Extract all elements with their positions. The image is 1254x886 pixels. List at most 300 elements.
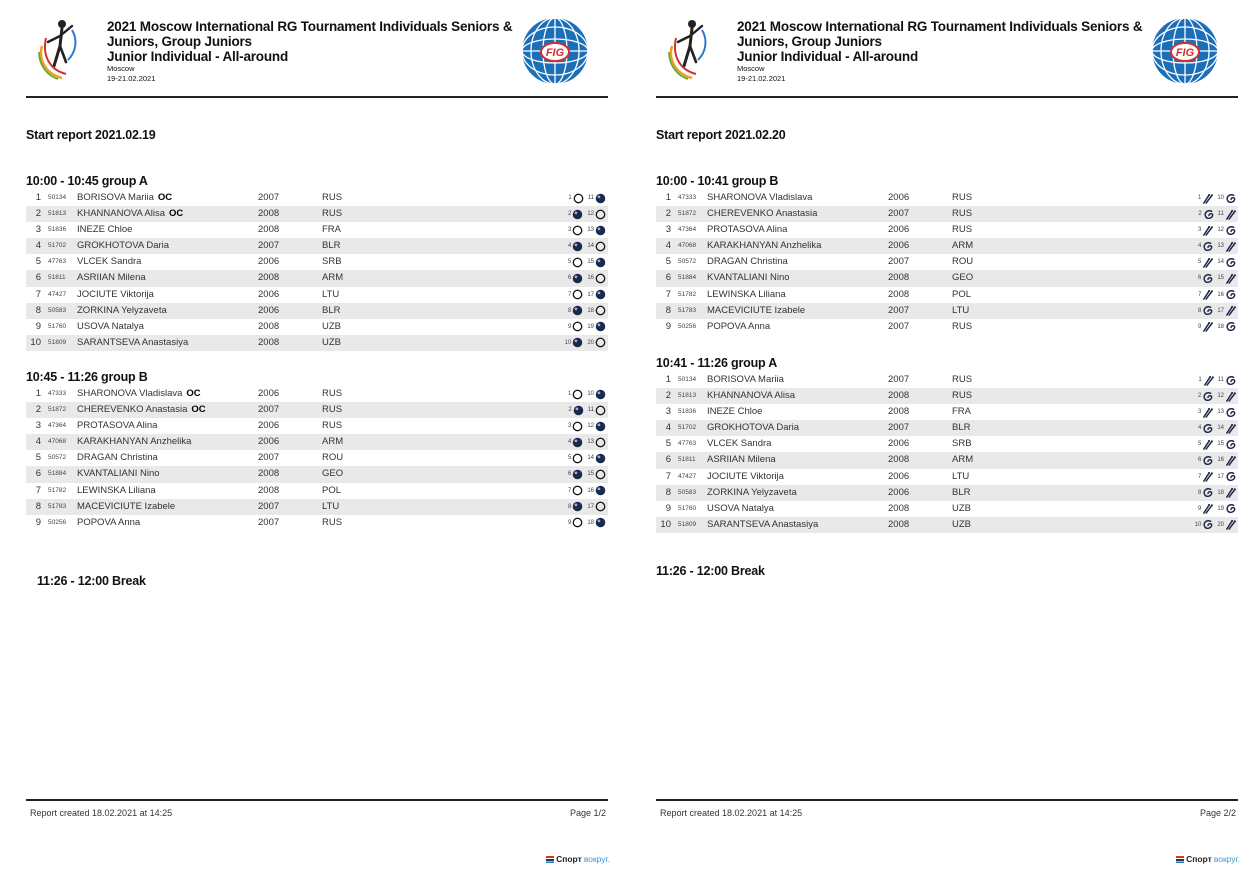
- athlete-id: 51872: [678, 210, 697, 218]
- table-row: [656, 469, 1238, 485]
- start-order: 2: [665, 390, 671, 402]
- ball-icon: [572, 437, 583, 448]
- start-order: 3: [35, 224, 41, 236]
- athlete-name-cell: [77, 190, 172, 206]
- athlete-name-cell: [77, 303, 167, 319]
- birth-year: 2008: [888, 518, 910, 530]
- athlete-name-cell: [707, 404, 762, 420]
- ribbon-icon: [1202, 273, 1213, 284]
- apparatus-order-1: 1: [1197, 195, 1202, 201]
- birth-year: 2006: [888, 192, 910, 203]
- apparatus-order: [568, 466, 606, 482]
- apparatus-order-2: 14: [587, 455, 594, 462]
- hoop-icon: [572, 289, 583, 300]
- apparatus-order: [1198, 270, 1236, 286]
- birth-year: 2006: [888, 470, 910, 482]
- nation-code: FRA: [952, 406, 971, 418]
- birth-year: 2008: [258, 320, 280, 332]
- athlete-id: 51783: [48, 502, 67, 510]
- athlete-name: VLCEK Sandra: [707, 438, 772, 450]
- table-row: [26, 238, 608, 254]
- table-row: [26, 466, 608, 482]
- header-dates: 19-21.02.2021: [737, 74, 786, 83]
- athlete-name-cell: [77, 386, 201, 402]
- nation-code: RUS: [952, 224, 973, 236]
- hoop-icon: [572, 485, 583, 496]
- apparatus-order-1: 10: [564, 339, 572, 346]
- apparatus-order-2: 18: [1217, 489, 1224, 496]
- clubs-icon: [1225, 209, 1236, 220]
- athlete-name: ZORKINA Yelyzaveta: [77, 304, 167, 316]
- hoop-icon: [595, 241, 606, 252]
- hoop-icon: [595, 405, 606, 416]
- athlete-name-cell: [707, 206, 817, 222]
- nation-code: ARM: [952, 240, 974, 252]
- nation-code: RUS: [952, 208, 973, 220]
- oc-badge: OC: [191, 404, 206, 416]
- apparatus-order: [568, 434, 606, 450]
- start-order: 2: [35, 208, 41, 220]
- birth-year: 2008: [258, 224, 280, 236]
- apparatus-order-2: 13: [587, 227, 594, 234]
- athlete-id: 51836: [48, 226, 67, 234]
- athlete-id: 51811: [678, 456, 696, 464]
- athlete-name: SARANTSEVA Anastasiya: [707, 518, 819, 530]
- break-label: 11:26 - 12:00 Break: [37, 574, 146, 588]
- birth-year: 2007: [258, 240, 280, 252]
- table-row: [26, 402, 608, 418]
- hoop-icon: [595, 209, 606, 220]
- apparatus-order-2: 12: [1217, 227, 1224, 234]
- ball-icon: [572, 501, 583, 512]
- athlete-name: JOCIUTE Viktorija: [77, 288, 154, 300]
- apparatus-order-2: 17: [587, 291, 594, 298]
- hoop-icon: [572, 225, 583, 236]
- table-row: [26, 319, 608, 335]
- nation-code: RUS: [322, 192, 343, 203]
- ribbon-icon: [1225, 439, 1236, 450]
- apparatus-order-2: 20: [1217, 521, 1224, 528]
- athlete-id: 51884: [678, 274, 697, 282]
- apparatus-order-1: 7: [567, 487, 572, 494]
- apparatus-order-2: 13: [1217, 409, 1224, 416]
- table-row: [656, 206, 1238, 222]
- athlete-name-cell: [707, 270, 790, 286]
- clubs-icon: [1202, 439, 1213, 450]
- birth-year: 2007: [888, 304, 910, 316]
- apparatus-order-2: 10: [1217, 195, 1224, 201]
- start-group-section: [656, 173, 1238, 335]
- ball-icon: [595, 453, 606, 464]
- apparatus-order: [568, 515, 606, 531]
- apparatus-order-1: 8: [567, 503, 572, 510]
- apparatus-order: [568, 254, 606, 270]
- athlete-name: JOCIUTE Viktorija: [707, 470, 784, 482]
- athlete-id: 50134: [678, 376, 697, 383]
- start-report-title: Start report 2021.02.20: [656, 128, 786, 142]
- apparatus-order-1: 7: [1197, 291, 1202, 298]
- hoop-icon: [595, 305, 606, 316]
- table-row: [656, 501, 1238, 517]
- ball-icon: [572, 273, 583, 284]
- athlete-id: 47427: [678, 472, 697, 480]
- table-row: [656, 238, 1238, 254]
- header-title-line: Juniors, Group Juniors: [107, 34, 252, 49]
- apparatus-order: [1198, 404, 1236, 420]
- break-label: 11:26 - 12:00 Break: [656, 564, 765, 578]
- athlete-name-cell: [707, 388, 795, 404]
- table-row: [656, 372, 1238, 388]
- header-city: Moscow: [107, 64, 135, 73]
- apparatus-order-1: 7: [567, 291, 572, 298]
- athlete-id: 47427: [48, 290, 67, 298]
- hoop-icon: [595, 469, 606, 480]
- apparatus-order-2: 14: [1217, 425, 1224, 432]
- athlete-name: KARAKHANYAN Anzhelika: [77, 436, 192, 448]
- athlete-name: ASRIIAN Milena: [77, 272, 146, 284]
- brand-text-2: вокруг.: [583, 854, 610, 864]
- athlete-name-cell: [77, 450, 158, 466]
- athlete-name: KARAKHANYAN Anzhelika: [707, 240, 822, 252]
- table-row: [26, 190, 608, 206]
- birth-year: 2006: [258, 420, 280, 432]
- athlete-id: 51836: [678, 408, 697, 416]
- ribbon-icon: [1225, 503, 1236, 514]
- ribbon-icon: [1202, 305, 1213, 316]
- apparatus-order-1: 3: [567, 227, 572, 234]
- birth-year: 2008: [888, 454, 910, 466]
- apparatus-order: [1198, 238, 1236, 254]
- athlete-id: 51809: [48, 338, 67, 346]
- start-order: 7: [665, 288, 671, 300]
- ribbon-icon: [1225, 193, 1236, 204]
- athlete-name-cell: [707, 485, 797, 501]
- apparatus-order: [568, 418, 606, 434]
- athlete-name-cell: [77, 466, 160, 482]
- ribbon-icon: [1225, 321, 1236, 332]
- apparatus-order-1: 7: [1197, 473, 1202, 480]
- apparatus-order-1: 6: [567, 471, 572, 478]
- group-title: 10:45 - 11:26 group B: [26, 370, 148, 384]
- apparatus-order-2: 10: [587, 391, 594, 397]
- athlete-name: MACEVICIUTE Izabele: [707, 304, 806, 316]
- apparatus-order: [1198, 469, 1236, 485]
- header-title-line: 2021 Moscow International RG Tournament Individuals Seniors &: [107, 19, 513, 34]
- start-order: 9: [35, 516, 41, 528]
- nation-code: LTU: [952, 470, 970, 482]
- ball-icon: [595, 389, 606, 400]
- start-group-section: [26, 369, 608, 531]
- apparatus-order: [1195, 517, 1236, 533]
- nation-code: GEO: [322, 468, 344, 480]
- birth-year: 2008: [258, 272, 280, 284]
- header-dates: 19-21.02.2021: [107, 74, 156, 83]
- athlete-name-cell: [77, 319, 144, 335]
- ball-icon: [573, 405, 584, 416]
- athlete-id: 51813: [48, 210, 67, 218]
- apparatus-order-2: 14: [587, 243, 594, 250]
- clubs-icon: [1225, 273, 1236, 284]
- apparatus-order-1: 4: [567, 243, 572, 250]
- table-row: [26, 303, 608, 319]
- ribbon-icon: [1202, 519, 1213, 530]
- start-order: 6: [665, 272, 671, 284]
- athlete-name: KHANNANOVA Alisa: [707, 390, 795, 402]
- apparatus-order-2: 16: [1217, 291, 1224, 298]
- table-row: [26, 222, 608, 238]
- ball-icon: [595, 421, 606, 432]
- birth-year: 2007: [888, 256, 910, 268]
- clubs-icon: [1225, 455, 1236, 466]
- birth-year: 2007: [258, 404, 280, 416]
- ball-icon: [572, 469, 583, 480]
- report-page-1: [26, 0, 608, 886]
- athlete-name-cell: [707, 501, 774, 517]
- athlete-name-cell: [707, 452, 776, 468]
- hoop-icon: [595, 273, 606, 284]
- nation-code: ARM: [322, 272, 344, 284]
- table-row: [656, 222, 1238, 238]
- header-title-line: Juniors, Group Juniors: [737, 34, 882, 49]
- apparatus-order-2: 19: [587, 323, 594, 330]
- ball-icon: [595, 193, 606, 204]
- apparatus-order: [1198, 485, 1236, 501]
- start-order: 8: [35, 500, 41, 512]
- start-order: 3: [665, 406, 671, 418]
- start-report-title: Start report 2021.02.19: [26, 128, 156, 142]
- hoop-icon: [595, 337, 606, 348]
- athlete-name: LEWINSKA Liliana: [707, 288, 786, 300]
- athlete-name: DRAGAN Christina: [77, 452, 158, 464]
- athlete-name-cell: [707, 190, 812, 206]
- athlete-id: 50256: [48, 518, 67, 526]
- group-title: 10:00 - 10:45 group A: [26, 174, 148, 188]
- report-created-text: Report created 18.02.2021 at 14:25: [660, 808, 803, 818]
- athlete-name-cell: [77, 287, 154, 303]
- birth-year: 2008: [888, 288, 910, 300]
- apparatus-order-1: 2: [1198, 211, 1202, 218]
- table-row: [656, 485, 1238, 501]
- athlete-id: 47364: [678, 226, 697, 234]
- birth-year: 2008: [258, 484, 280, 496]
- start-order: 8: [35, 304, 41, 316]
- nation-code: RUS: [322, 208, 343, 220]
- table-row: [656, 270, 1238, 286]
- clubs-icon: [1202, 289, 1213, 300]
- apparatus-order-2: 12: [587, 211, 594, 218]
- apparatus-order: [568, 303, 606, 319]
- start-order: 10: [660, 518, 671, 530]
- athlete-id: 47364: [48, 422, 67, 430]
- ball-icon: [572, 337, 583, 348]
- athlete-name: SHARONOVA Vladislava: [77, 388, 183, 399]
- ball-icon: [595, 517, 606, 528]
- athlete-name: GROKHOTOVA Daria: [707, 422, 800, 434]
- clubs-icon: [1225, 487, 1236, 498]
- fig-logo-text: FIG: [545, 47, 565, 59]
- apparatus-order: [568, 402, 606, 418]
- clubs-icon: [1225, 241, 1236, 252]
- table-row: [656, 254, 1238, 270]
- ribbon-icon: [1203, 209, 1214, 220]
- start-order: 4: [35, 240, 41, 252]
- athlete-name-cell: [77, 270, 146, 286]
- apparatus-order-1: 8: [567, 307, 572, 314]
- apparatus-order-1: 2: [568, 407, 572, 414]
- apparatus-order: [1198, 388, 1236, 404]
- athlete-id: 47068: [678, 242, 697, 250]
- birth-year: 2008: [888, 406, 910, 418]
- clubs-icon: [1225, 423, 1236, 434]
- athlete-name: DRAGAN Christina: [707, 256, 788, 268]
- nation-code: SRB: [952, 438, 972, 450]
- hoop-icon: [572, 421, 583, 432]
- apparatus-order-1: 1: [1198, 377, 1202, 383]
- start-order: 3: [35, 420, 41, 432]
- athlete-name-cell: [77, 335, 188, 351]
- nation-code: RUS: [952, 374, 973, 385]
- nation-code: POL: [952, 288, 972, 300]
- apparatus-order-1: 3: [1197, 409, 1202, 416]
- athlete-id: 50572: [48, 454, 67, 462]
- athlete-name: MACEVICIUTE Izabele: [77, 500, 176, 512]
- brand-text-1: Спорт: [1186, 854, 1212, 864]
- table-row: [26, 254, 608, 270]
- apparatus-order-2: 11: [1217, 377, 1224, 383]
- start-order: 1: [35, 192, 41, 203]
- athlete-name: SHARONOVA Vladislava: [707, 192, 813, 203]
- apparatus-order-2: 16: [587, 487, 594, 494]
- table-row: [26, 450, 608, 466]
- athlete-name: CHEREVENKO Anastasia: [707, 208, 818, 220]
- athlete-name-cell: [707, 238, 821, 254]
- nation-code: SRB: [322, 256, 342, 268]
- clubs-icon: [1225, 305, 1236, 316]
- birth-year: 2008: [888, 272, 910, 284]
- apparatus-order: [1198, 222, 1236, 238]
- ribbon-icon: [1225, 375, 1236, 386]
- start-order: 8: [665, 304, 671, 316]
- start-order: 2: [665, 208, 671, 220]
- report-header: [26, 0, 608, 98]
- birth-year: 2007: [888, 422, 910, 434]
- group-title: 10:41 - 11:26 group A: [656, 356, 778, 370]
- apparatus-order: [568, 238, 606, 254]
- nation-code: UZB: [952, 518, 971, 530]
- sport-vokrug-logo: [1176, 854, 1240, 864]
- start-group-section: [26, 173, 608, 351]
- table-row: [26, 515, 608, 531]
- athlete-name: BORISOVA Mariia: [77, 192, 154, 203]
- apparatus-order: [1198, 501, 1236, 517]
- apparatus-order: [568, 287, 606, 303]
- start-order: 4: [35, 436, 41, 448]
- clubs-icon: [1202, 225, 1213, 236]
- athlete-id: 51809: [678, 520, 697, 528]
- table-row: [656, 319, 1238, 335]
- athlete-name: CHEREVENKO Anastasia: [77, 404, 188, 416]
- birth-year: 2008: [258, 336, 280, 348]
- nation-code: RUS: [322, 388, 343, 399]
- apparatus-order: [1198, 254, 1236, 270]
- nation-code: UZB: [952, 502, 971, 514]
- birth-year: 2006: [258, 436, 280, 448]
- apparatus-order-1: 1: [567, 391, 572, 397]
- apparatus-order: [565, 335, 606, 351]
- apparatus-order-1: 5: [567, 455, 572, 462]
- table-row: [656, 388, 1238, 404]
- athlete-id: 47333: [48, 390, 67, 397]
- table-row: [656, 287, 1238, 303]
- page-number: Page 1/2: [569, 808, 606, 818]
- apparatus-order-1: 4: [567, 439, 572, 446]
- athlete-name-cell: [707, 287, 786, 303]
- fig-globe-logo-icon: [520, 16, 590, 86]
- brand-text-1: Спорт: [556, 854, 582, 864]
- nation-code: ROU: [952, 256, 974, 268]
- ball-icon: [595, 321, 606, 332]
- nation-code: RUS: [322, 516, 343, 528]
- page-number: Page 2/2: [1199, 808, 1236, 818]
- athlete-name-cell: [707, 319, 770, 335]
- athlete-id: 51782: [678, 290, 697, 298]
- nation-code: ARM: [322, 436, 344, 448]
- ribbon-icon: [1202, 487, 1213, 498]
- clubs-icon: [1202, 407, 1213, 418]
- start-order: 9: [665, 320, 671, 332]
- apparatus-order: [568, 206, 606, 222]
- apparatus-order-2: 16: [1217, 457, 1224, 464]
- tournament-logo-icon: [666, 16, 710, 80]
- nation-code: ROU: [322, 452, 344, 464]
- table-row: [26, 434, 608, 450]
- ball-icon: [572, 209, 583, 220]
- apparatus-order: [568, 499, 606, 515]
- apparatus-order-2: 14: [1217, 259, 1224, 266]
- apparatus-order-1: 3: [1197, 227, 1202, 234]
- athlete-id: 51783: [678, 306, 697, 314]
- athlete-name: LEWINSKA Liliana: [77, 484, 156, 496]
- athlete-name-cell: [707, 469, 784, 485]
- ribbon-icon: [1225, 289, 1236, 300]
- table-row: [26, 499, 608, 515]
- birth-year: 2008: [888, 502, 910, 514]
- apparatus-order-2: 13: [1217, 243, 1224, 250]
- header-title-block: [107, 19, 513, 84]
- apparatus-order-2: 20: [587, 339, 594, 346]
- start-order: 6: [35, 468, 41, 480]
- athlete-name-cell: [77, 238, 169, 254]
- athlete-name: VLCEK Sandra: [77, 256, 142, 268]
- table-row: [656, 452, 1238, 468]
- apparatus-order-2: 18: [587, 519, 594, 526]
- birth-year: 2006: [258, 256, 280, 268]
- apparatus-order-1: 6: [1197, 275, 1202, 282]
- nation-code: UZB: [322, 320, 341, 332]
- apparatus-order-2: 15: [1217, 275, 1224, 282]
- start-order: 4: [665, 240, 671, 252]
- athlete-id: 51760: [678, 504, 697, 512]
- sport-vokrug-logo: [546, 854, 610, 864]
- table-row: [26, 335, 608, 351]
- athlete-name-cell: [707, 254, 788, 270]
- apparatus-order-1: 4: [1197, 243, 1202, 250]
- athlete-name-cell: [707, 436, 771, 452]
- start-order: 1: [665, 374, 671, 385]
- fig-globe-logo-icon: [1150, 16, 1220, 86]
- table-row: [26, 418, 608, 434]
- apparatus-order-2: 15: [1217, 441, 1224, 448]
